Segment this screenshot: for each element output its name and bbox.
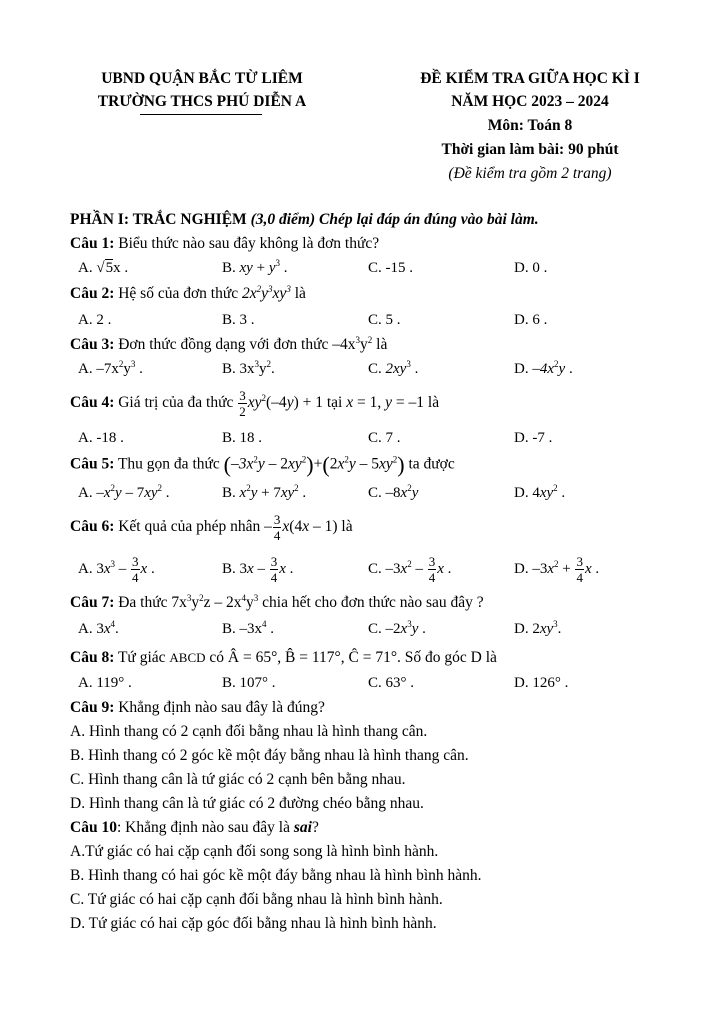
q8-option-a: A. 119° . bbox=[78, 675, 132, 691]
q4-tail: là bbox=[427, 394, 440, 412]
q6-option-c: C. $-3x^2$ – $\frac{3}{4}$ x . bbox=[368, 554, 452, 585]
q10-option-c: C. Tứ giác có hai cặp cạnh đối bằng nhau là hình bình hành. bbox=[70, 891, 443, 908]
question-7: Câu 7: Đa thức $7x^3y^2z - 2x^4y^3$ chia hết cho đơn thức nào sau đây ? bbox=[70, 592, 484, 611]
q4-option-a: A. -18 . bbox=[78, 430, 124, 446]
q8-a-label: A. bbox=[78, 675, 93, 691]
q8-angle: D bbox=[470, 649, 482, 666]
school-name bbox=[62, 93, 342, 111]
q1-text: Biểu thức nào sau đây không là đơn thức? bbox=[118, 235, 380, 252]
q4-text: Giá trị của đa thức bbox=[118, 394, 234, 412]
q5-option-d: D. $4xy^2$ . bbox=[514, 483, 566, 501]
section1-heading bbox=[70, 211, 539, 229]
q8-text: Tứ giác bbox=[117, 649, 166, 666]
q1-a-label: A. bbox=[78, 260, 93, 276]
q6-label: Câu 6: bbox=[70, 518, 115, 536]
q7-option-b: B. $-3x^4$ . bbox=[222, 619, 275, 637]
q6-a-label: A. bbox=[78, 560, 93, 577]
q7-tail: chia hết cho đơn thức nào sau đây ? bbox=[262, 594, 484, 611]
q3-option-b: B. $3x^3y^2$. bbox=[222, 359, 275, 377]
q9-option-b: B. Hình thang có 2 góc kề một đáy bằng nhau là hình thang cân. bbox=[70, 747, 469, 764]
q2-tail: là bbox=[294, 285, 306, 302]
q6-option-b: B. 3x – $\frac{3}{4}$ x . bbox=[222, 554, 294, 585]
exam-title: ĐỀ KIỂM TRA GIỮA HỌC KÌ I bbox=[420, 70, 640, 87]
school-year: NĂM HỌC 2023 – 2024 bbox=[451, 93, 609, 110]
section1-title: PHẦN I: TRẮC NGHIỆM bbox=[70, 211, 247, 228]
question-4: Câu 4: Giá trị của đa thức $\frac{3}{2}$ $xy^2(-4y) + 1$ tại x = 1, y = –1 là bbox=[70, 388, 440, 419]
q7-option-c: C. $-2x^3y$ . bbox=[368, 619, 426, 637]
q7-a-label: A. bbox=[78, 621, 93, 637]
q5-c-label: C. bbox=[368, 485, 382, 501]
school-name-text: TRƯỜNG THCS PHÚ DIỄN A bbox=[97, 93, 307, 110]
school-underline bbox=[140, 114, 262, 115]
q2-option-d: D. 6 . bbox=[514, 312, 548, 328]
q2-option-b: B. 3 . bbox=[222, 312, 255, 328]
q8-d-label: D. bbox=[514, 675, 529, 691]
question-9 bbox=[70, 699, 325, 717]
q7-d-label: D. bbox=[514, 621, 529, 637]
q5-option-b: B. $x^2y + 7xy^2$ . bbox=[222, 483, 307, 501]
q1-option-a: A. √5x . bbox=[78, 260, 129, 276]
q2-option-c: C. 5 . bbox=[368, 312, 401, 328]
q2-option-a: A. 2 . bbox=[78, 312, 112, 328]
q3-tail: là bbox=[376, 336, 388, 353]
q1-option-d: D. 0 . bbox=[514, 260, 548, 276]
question-10 bbox=[70, 819, 319, 837]
q9-option-a: A. Hình thang có 2 cạnh đối bằng nhau là hình thang cân. bbox=[70, 723, 428, 740]
q3-option-a: A. $-7x^2y^3$ . bbox=[78, 359, 143, 377]
q1-option-c: C. -15 . bbox=[368, 260, 413, 276]
q4-mid: tại bbox=[326, 394, 343, 412]
section1-instruction: Chép lại đáp án đúng vào bài làm. bbox=[319, 211, 539, 228]
q4-option-b: B. 18 . bbox=[222, 430, 263, 446]
q6-d-label: D. bbox=[514, 560, 529, 577]
q5-option-c: C. $-8x^2y$ bbox=[368, 483, 419, 501]
q10-option-d: D. Tứ giác có hai cặp góc đối bằng nhau là hình bình hành. bbox=[70, 915, 437, 932]
q7-text: Đa thức bbox=[118, 594, 168, 611]
section1-points: (3,0 điểm) bbox=[250, 211, 316, 228]
q8-shape: ABCD bbox=[169, 650, 206, 665]
q9-option-d: D. Hình thang cân là tứ giác có 2 đường chéo bằng nhau. bbox=[70, 795, 424, 812]
q9-label: Câu 9: bbox=[70, 699, 115, 716]
q10-label: Câu 10 bbox=[70, 819, 117, 836]
q8-option-c: C. 63° . bbox=[368, 675, 415, 691]
question-6: Câu 6: Kết quả của phép nhân – $\frac{3}{4}$ x(4x – 1) là bbox=[70, 512, 353, 543]
duration: Thời gian làm bài: 90 phút bbox=[441, 141, 619, 158]
q3-d-label: D. bbox=[514, 361, 529, 377]
q7-label: Câu 7: bbox=[70, 594, 115, 611]
question-8: Câu 8: Tứ giác ABCD có Â = 65°, B̂ = 117°, Ĉ = 71°. Số đo góc D là bbox=[70, 649, 497, 666]
q6-b-label: B. bbox=[222, 560, 236, 577]
q3-text: Đơn thức đồng dạng với đơn thức bbox=[118, 336, 329, 353]
q8-has: có bbox=[209, 649, 225, 666]
q9-option-c: C. Hình thang cân là tứ giác có 2 cạnh bên bằng nhau. bbox=[70, 771, 406, 788]
q8-b-label: B. bbox=[222, 675, 236, 691]
q10-emphasis: sai bbox=[293, 819, 312, 836]
q5-label: Câu 5: bbox=[70, 455, 115, 473]
q8-label: Câu 8: bbox=[70, 649, 115, 666]
q7-c-label: C. bbox=[368, 621, 382, 637]
q1-b-label: B. bbox=[222, 260, 236, 276]
q3-c-label: C. bbox=[368, 361, 382, 377]
q6-option-a: A. $3x^3$ – $\frac{3}{4}$ x . bbox=[78, 554, 155, 585]
q10-option-b: B. Hình thang có hai góc kề một đáy bằng nhau là hình bình hành. bbox=[70, 867, 482, 884]
q6-c-label: C. bbox=[368, 560, 382, 577]
q5-text: Thu gọn đa thức bbox=[117, 455, 220, 473]
q6-option-d: D. $-3x^2$ + $\frac{3}{4}$ x . bbox=[514, 554, 600, 585]
q5-d-label: D. bbox=[514, 485, 529, 501]
q8-c-label: C. bbox=[368, 675, 382, 691]
q3-b-label: B. bbox=[222, 361, 236, 377]
district-name: UBND QUẬN BẮC TỪ LIÊM bbox=[101, 70, 303, 87]
question-1 bbox=[70, 235, 379, 253]
q10-text: : Khẳng định nào sau đây là bbox=[116, 819, 290, 836]
question-2: Câu 2: Hệ số của đơn thức $2x^2y^3xy^3$ là bbox=[70, 283, 306, 302]
q6-tail: là bbox=[341, 518, 353, 536]
q10-option-a: A.Tứ giác có hai cặp cạnh đối song song là hình bình hành. bbox=[70, 843, 439, 860]
q5-a-label: A. bbox=[78, 485, 93, 501]
q2-label: Câu 2: bbox=[70, 285, 115, 302]
q4-option-d: D. -7 . bbox=[514, 430, 553, 446]
q8-tail: . Số đo góc bbox=[397, 649, 467, 666]
q8-end: là bbox=[485, 649, 497, 666]
q1-option-b: B. xy + $y^3$ . bbox=[222, 258, 288, 276]
q6-text: Kết quả của phép nhân bbox=[118, 518, 261, 536]
subject: Môn: Toán 8 bbox=[487, 117, 573, 134]
q3-a-label: A. bbox=[78, 361, 93, 377]
q7-b-label: B. bbox=[222, 621, 236, 637]
q8-option-b: B. 107° . bbox=[222, 675, 276, 691]
q7-option-a: A. $3x^4$. bbox=[78, 619, 119, 637]
q3-option-d: D. $-4x^2y$ . bbox=[514, 359, 573, 377]
q8-option-d: D. 126° . bbox=[514, 675, 569, 691]
q5-tail: ta được bbox=[408, 455, 455, 473]
q5-b-label: B. bbox=[222, 485, 236, 501]
question-5: Câu 5: Thu gọn đa thức $(-3x^2y - 2xy^2)+(2x^2y - 5xy^2)$ ta được bbox=[70, 452, 455, 477]
q9-text: Khẳng định nào sau đây là đúng? bbox=[118, 699, 325, 716]
q7-option-d: D. $2xy^3$. bbox=[514, 619, 562, 637]
q1-label: Câu 1: bbox=[70, 235, 115, 252]
q4-label: Câu 4: bbox=[70, 394, 115, 412]
q2-text: Hệ số của đơn thức bbox=[118, 285, 239, 302]
q10-tail: ? bbox=[311, 819, 319, 836]
question-3: Câu 3: Đơn thức đồng dạng với đơn thức $-4x^3y^2$ là bbox=[70, 334, 388, 353]
q3-label: Câu 3: bbox=[70, 336, 115, 353]
q4-option-c: C. 7 . bbox=[368, 430, 401, 446]
q5-option-a: A. $-x^2y - 7xy^2$ . bbox=[78, 483, 170, 501]
q3-option-c: C. $2xy^3$ . bbox=[368, 359, 419, 377]
page-count-note: (Đề kiểm tra gồm 2 trang) bbox=[448, 165, 612, 182]
